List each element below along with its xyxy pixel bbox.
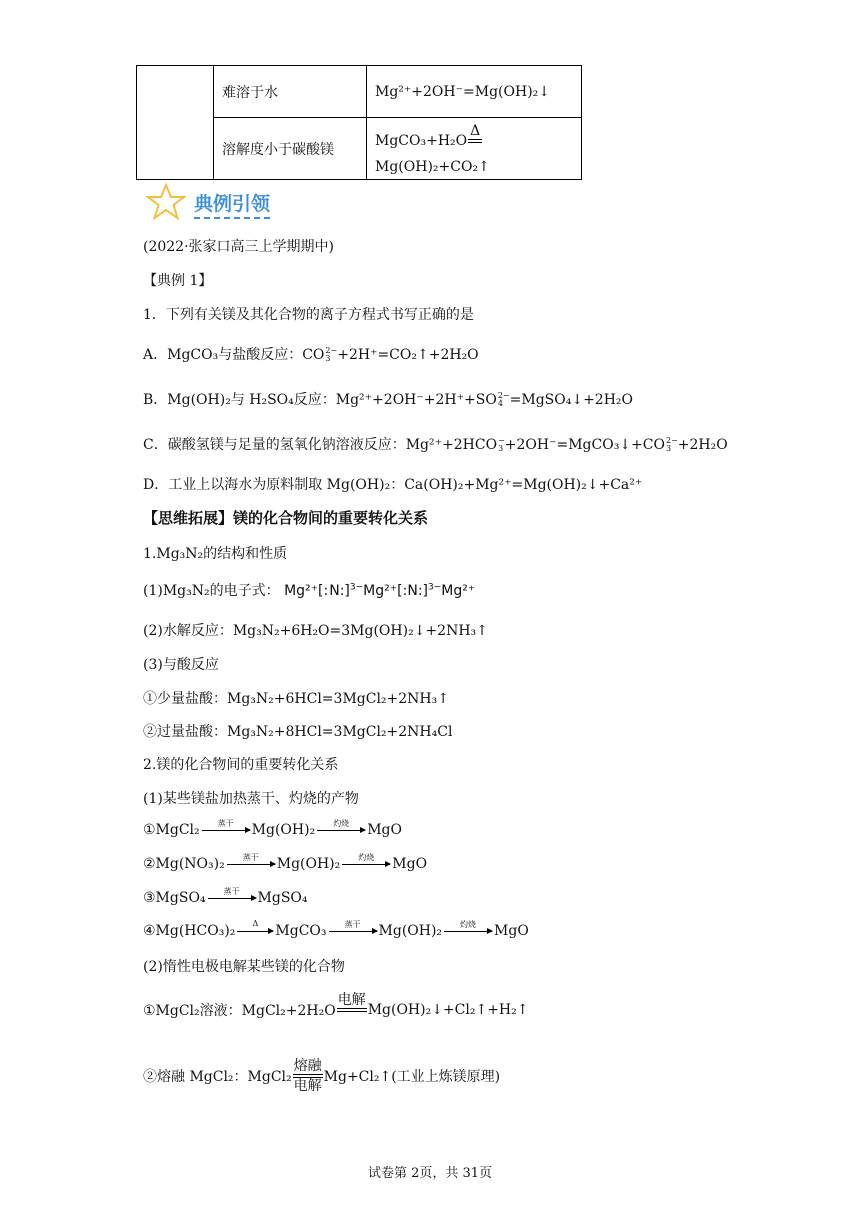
s1-hydrolysis: (2)水解反应：Mg₃N₂+6H₂O=3Mg(OH)₂↓+2NH₃↑: [143, 623, 488, 639]
section-badge: [146, 183, 271, 221]
ion: CO: [302, 347, 325, 363]
electron-formula: Mg²⁺[:N:]$^{3-}$Mg²⁺[:N:]$^{3-}$Mg²⁺: [284, 582, 476, 599]
s1-acid: (3)与酸反应: [143, 657, 219, 673]
star-icon: [146, 183, 186, 221]
table-cell-equation: Mg²⁺+2OH⁻=Mg(OH)₂↓: [367, 66, 582, 118]
option-d: D．工业上以海水为原料制取 Mg(OH)₂：Ca(OH)₂+Mg²⁺=Mg(OH)₂↓+Ca²⁺: [143, 477, 643, 493]
option-b: B．Mg(OH)₂与 H₂SO₄反应：Mg²⁺+2OH⁻+2H⁺+SO 2− 4 =MgSO₄↓+2H₂O: [143, 391, 633, 408]
option-c: C．碳酸氢镁与足量的氢氧化钠溶液反应：Mg²⁺+2HCO − 3 +2OH⁻=MgCO₃↓+CO 2− 3 +2H₂O: [143, 436, 728, 453]
ion: SO: [475, 392, 497, 408]
ion: CO: [642, 437, 665, 453]
conversion-2: ②Mg(NO₃)₂ 蒸干 Mg(OH)₂ 灼烧 MgO: [143, 852, 428, 872]
s1-electron: (1)Mg₃N₂的电子式： Mg²⁺[:N:]$^{3-}$Mg²⁺[:N:]$^{3-}$Mg²⁺: [143, 582, 476, 599]
s2-sub2: (2)惰性电极电解某些镁的化合物: [143, 959, 345, 975]
electrolysis-1: ①MgCl₂溶液：MgCl₂+2H₂O 电解 Mg(OH)₂↓+Cl₂↑+H₂↑: [143, 992, 529, 1019]
eq-right: Mg(OH)₂+CO₂↑: [375, 158, 490, 175]
conversion-4: ④Mg(HCO₃)₂ Δ MgCO₃ 蒸干 Mg(OH)₂ 灼烧 MgO: [143, 918, 529, 939]
ion: HCO: [462, 437, 498, 453]
table-cell-property: 难溶于水: [214, 66, 367, 118]
s2-sub1: (1)某些镁盐加热蒸干、灼烧的产物: [143, 791, 359, 807]
conversion-1: ①MgCl₂ 蒸干 Mg(OH)₂ 灼烧 MgO: [143, 818, 402, 838]
eq-condition: Δ: [470, 122, 481, 139]
extension-heading: 【思维拓展】镁的化合物间的重要转化关系: [143, 509, 429, 527]
table-cell-property: 溶解度小于碳酸镁: [214, 118, 367, 180]
s2-title: 2.镁的化合物间的重要转化关系: [143, 757, 339, 773]
question-text: 1．下列有关镁及其化合物的离子方程式书写正确的是: [143, 307, 474, 323]
s1-acid-a: ①少量盐酸：Mg₃N₂+6HCl=3MgCl₂+2NH₃↑: [143, 691, 449, 707]
source-line: (2022·张家口高三上学期期中): [143, 239, 335, 255]
eq-left: MgCO₃+H₂O: [375, 132, 468, 149]
badge-label: 典例引领: [194, 189, 270, 219]
table-empty-cell: [137, 66, 214, 180]
option-a: A．MgCO₃与盐酸反应：CO 2− 3 +2H⁺=CO₂↑+2H₂O: [143, 346, 479, 363]
electrolysis-2: ②熔融 MgCl₂：MgCl₂ 熔融 电解 Mg+Cl₂↑(工业上炼镁原理): [143, 1058, 501, 1094]
example-label: 【典例 1】: [143, 273, 213, 289]
page-footer: 试卷第 2页，共 31页: [367, 1166, 493, 1181]
conversion-3: ③MgSO₄ 蒸干 MgSO₄: [143, 886, 308, 906]
table-cell-equation: [367, 118, 582, 180]
property-table: [136, 65, 582, 180]
s1-title: 1.Mg₃N₂的结构和性质: [143, 546, 288, 562]
s1-acid-b: ②过量盐酸：Mg₃N₂+8HCl=3MgCl₂+2NH₄Cl: [143, 724, 453, 740]
